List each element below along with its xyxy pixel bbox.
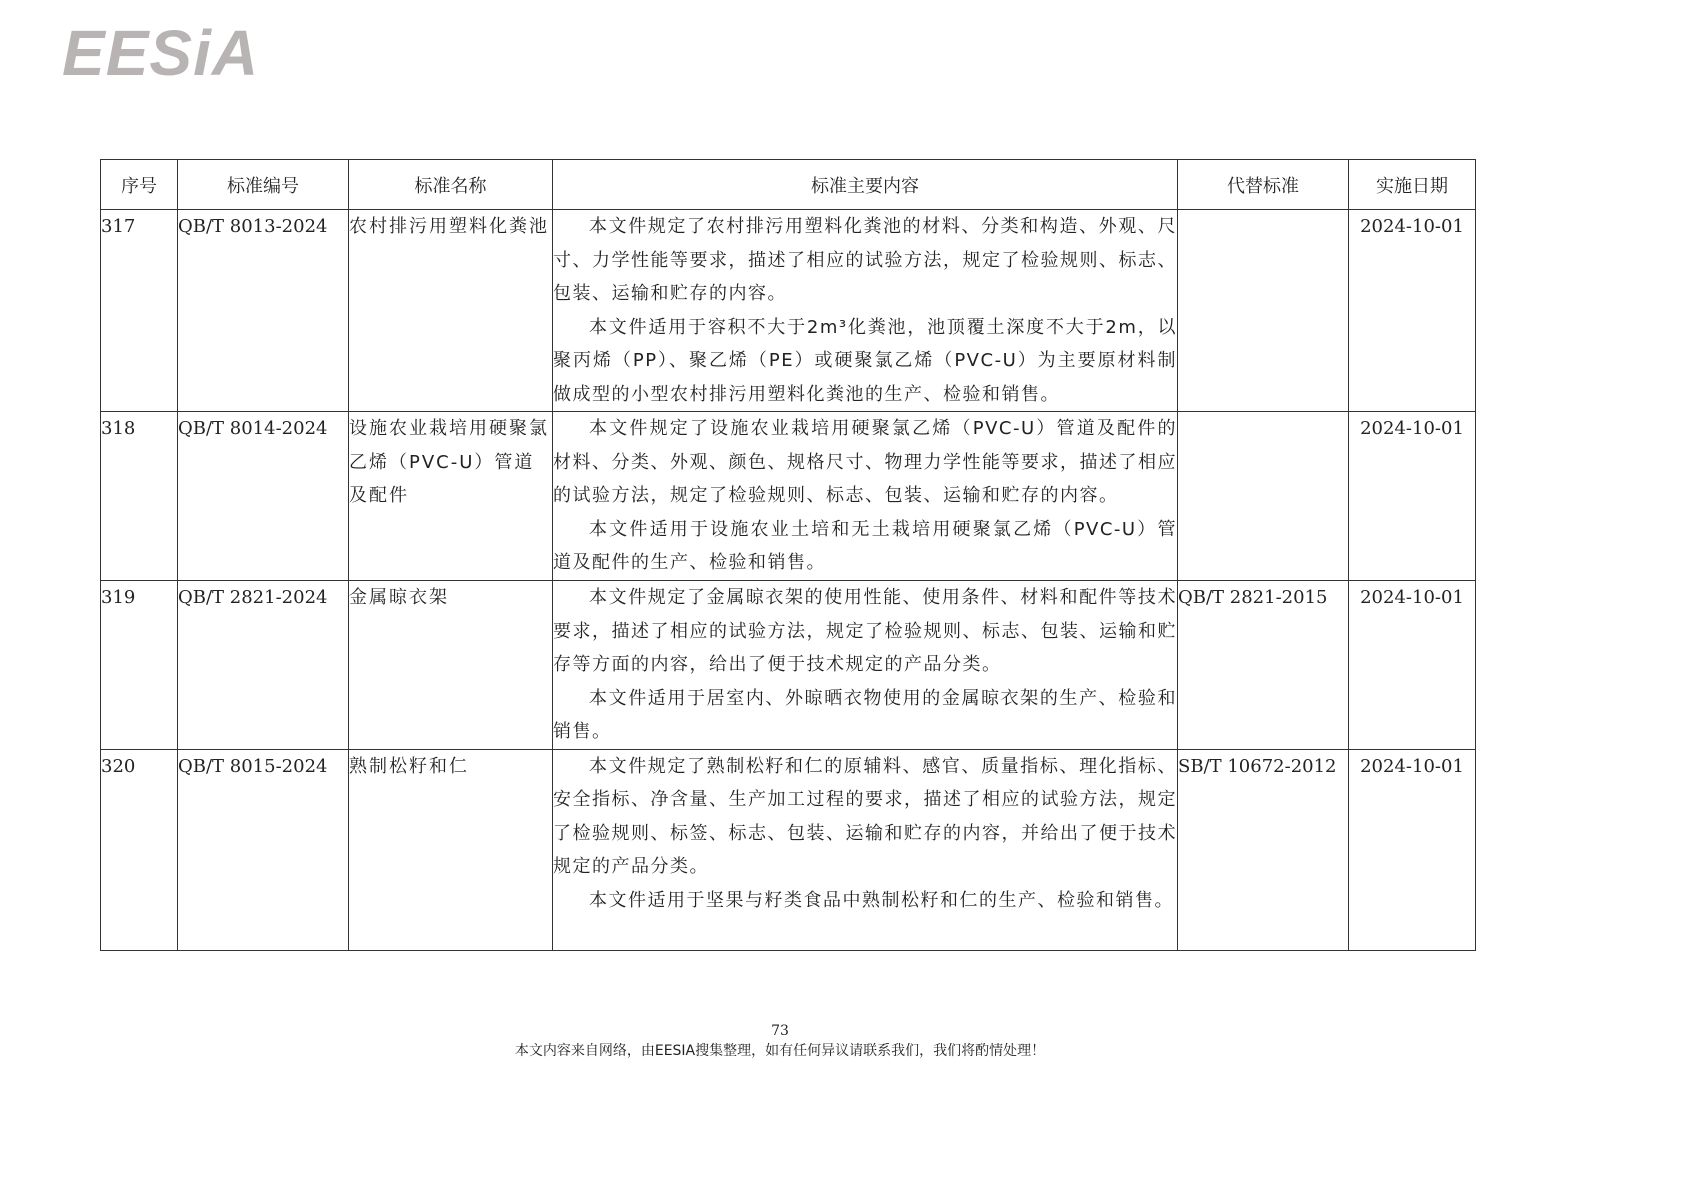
- content-paragraph: 本文件适用于容积不大于2m³化粪池，池顶覆土深度不大于2m，以聚丙烯（PP）、聚乙烯（PE）或硬聚氯乙烯（PVC-U）为主要原材料制做成型的小型农村排污用塑料化粪池的生产、检验和销售。: [553, 316, 1177, 405]
- row-number: 318: [101, 412, 178, 581]
- replaced-standard: SB/T 10672-2012: [1178, 749, 1349, 950]
- content-paragraph: 本文件规定了熟制松籽和仁的原辅料、感官、质量指标、理化指标、安全指标、净含量、生产加工过程的要求，描述了相应的试验方法，规定了检验规则、标签、标志、包装、运输和贮存的内容，并给出了便于技术规定的产品分类。: [553, 755, 1177, 877]
- page-number: 73: [771, 1023, 789, 1039]
- standard-content: [553, 749, 1178, 950]
- standard-name: 农村排污用塑料化粪池: [349, 210, 553, 412]
- content-paragraph: 本文件规定了设施农业栽培用硬聚氯乙烯（PVC-U）管道及配件的材料、分类、外观、颜色、规格尺寸、物理力学性能等要求，描述了相应的试验方法，规定了检验规则、标志、包装、运输和贮存的内容。: [553, 418, 1177, 506]
- content-paragraph: 本文件适用于坚果与籽类食品中熟制松籽和仁的生产、检验和销售。: [589, 889, 1174, 911]
- standard-code: QB/T 2821-2024: [178, 581, 349, 750]
- effective-date: 2024-10-01: [1349, 412, 1476, 581]
- content-paragraph: 本文件适用于设施农业土培和无土栽培用硬聚氯乙烯（PVC-U）管道及配件的生产、检验和销售。: [553, 518, 1177, 573]
- standard-code: QB/T 8013-2024: [178, 210, 349, 412]
- replaced-standard: [1178, 210, 1349, 412]
- row-number: 320: [101, 749, 178, 950]
- standard-name: 熟制松籽和仁: [349, 749, 553, 950]
- standard-name: 金属晾衣架: [349, 581, 553, 750]
- standards-table: [100, 159, 1476, 951]
- table-row: [101, 412, 1476, 581]
- content-paragraph: 本文件规定了农村排污用塑料化粪池的材料、分类和构造、外观、尺寸、力学性能等要求，描述了相应的试验方法，规定了检验规则、标志、包装、运输和贮存的内容。: [553, 216, 1177, 304]
- content-paragraph: 本文件规定了金属晾衣架的使用性能、使用条件、材料和配件等技术要求，描述了相应的试验方法，规定了检验规则、标志、包装、运输和贮存等方面的内容，给出了便于技术规定的产品分类。: [553, 587, 1177, 675]
- table-header-row: [101, 160, 1476, 210]
- effective-date: 2024-10-01: [1349, 581, 1476, 750]
- standard-content: [553, 412, 1178, 581]
- header-no: 序号: [101, 160, 178, 210]
- header-code: 标准编号: [178, 160, 349, 210]
- replaced-standard: QB/T 2821-2015: [1178, 581, 1349, 750]
- replaced-standard: [1178, 412, 1349, 581]
- standard-content: [553, 581, 1178, 750]
- footer-disclaimer: 本文内容来自网络，由EESIA搜集整理，如有任何异议请联系我们，我们将酌情处理！: [514, 1043, 1046, 1059]
- row-number: 319: [101, 581, 178, 750]
- header-name: 标准名称: [349, 160, 553, 210]
- header-replaces: 代替标准: [1178, 160, 1349, 210]
- standard-code: QB/T 8015-2024: [178, 749, 349, 950]
- table-row: [101, 749, 1476, 950]
- effective-date: 2024-10-01: [1349, 210, 1476, 412]
- content-paragraph: 本文件适用于居室内、外晾晒衣物使用的金属晾衣架的生产、检验和销售。: [553, 687, 1177, 742]
- table-row: [101, 581, 1476, 750]
- table-row: [101, 210, 1476, 412]
- standard-content: [553, 210, 1178, 412]
- effective-date: 2024-10-01: [1349, 749, 1476, 950]
- standard-code: QB/T 8014-2024: [178, 412, 349, 581]
- header-date: 实施日期: [1349, 160, 1476, 210]
- row-number: 317: [101, 210, 178, 412]
- header-content: 标准主要内容: [553, 160, 1178, 210]
- eesia-logo: EESiA: [62, 17, 260, 89]
- standard-name: 设施农业栽培用硬聚氯乙烯（PVC-U）管道及配件: [349, 412, 553, 581]
